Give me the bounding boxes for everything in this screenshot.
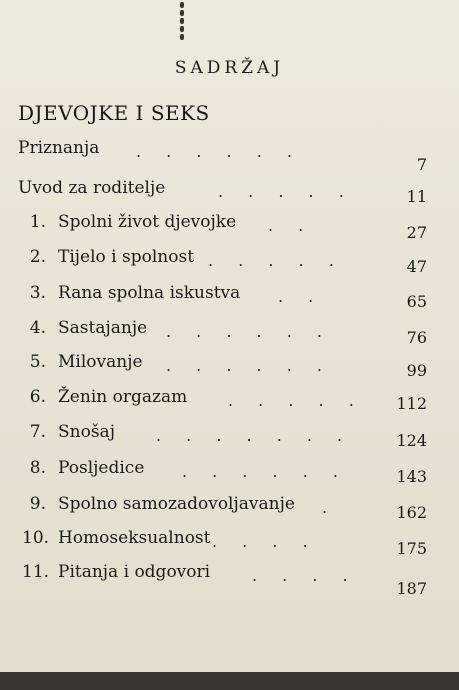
toc-entry (0, 318, 459, 348)
chapter-number: 3. (29, 283, 46, 303)
toc-entry (0, 247, 459, 277)
toc-entry (0, 528, 459, 558)
page-number: 187 (396, 579, 427, 598)
binding-stitches (178, 0, 186, 42)
chapter-title: Pitanja i odgovori (58, 562, 211, 582)
chapter-number: 1. (29, 212, 46, 232)
chapter-title: Homoseksualnost (58, 528, 211, 548)
page-number: 175 (396, 539, 427, 558)
toc-entry (0, 352, 459, 382)
chapter-number: 9. (29, 494, 46, 514)
chapter-title: Posljedice (58, 458, 145, 478)
dot-leader: . . . . . . (136, 142, 302, 161)
toc-entry (0, 138, 459, 168)
page-number: 47 (406, 257, 427, 276)
dot-leader: . . . . . . (166, 322, 332, 341)
page-number: 11 (406, 187, 427, 206)
dot-leader: . . . . . . (182, 462, 348, 481)
chapter-number: 2. (29, 247, 46, 267)
dot-leader: . . (278, 287, 324, 306)
chapter-number: 4. (29, 318, 46, 338)
dot-leader: . . (268, 216, 314, 235)
toc-entry (0, 562, 459, 592)
chapter-title: Spolni život djevojke (58, 212, 237, 232)
chapter-number: 11. (22, 562, 50, 582)
dot-leader: . . . . . (218, 182, 354, 201)
chapter-number: 8. (29, 458, 46, 478)
toc-entry (0, 494, 459, 524)
chapter-title: Snošaj (58, 422, 115, 442)
page-number: 7 (416, 155, 427, 174)
chapter-title: Rana spolna iskustva (58, 283, 241, 303)
dot-leader: . . . . . (228, 391, 364, 410)
dot-leader: . . . . (252, 566, 358, 585)
page-number: 76 (406, 328, 427, 347)
chapter-title: Ženin orgazam (58, 387, 188, 407)
book-title: DJEVOJKE I SEKS (18, 101, 210, 125)
chapter-number: 10. (22, 528, 50, 548)
toc-entry (0, 458, 459, 488)
toc-entry (0, 283, 459, 313)
chapter-title: Sastajanje (58, 318, 148, 338)
page-title: SADRŽAJ (174, 58, 285, 78)
page-number: 124 (396, 431, 427, 450)
dot-leader: . . . . (212, 532, 318, 551)
chapter-number: 6. (29, 387, 46, 407)
chapter-title: Milovanje (58, 352, 143, 372)
chapter-number: 7. (29, 422, 46, 442)
page-number: 112 (396, 394, 427, 413)
chapter-number: 5. (29, 352, 46, 372)
page-number: 65 (406, 292, 427, 311)
toc-entry (0, 178, 459, 208)
page-number: 162 (396, 503, 427, 522)
chapter-title: Tijelo i spolnost (58, 247, 195, 267)
toc-entry (0, 212, 459, 242)
page-number: 99 (406, 361, 427, 380)
page-edge-shadow (0, 672, 459, 690)
chapter-title: Uvod za roditelje (18, 178, 166, 198)
page-number: 143 (396, 467, 427, 486)
dot-leader: . . . . . . . (156, 426, 353, 445)
chapter-title: Spolno samozadovoljavanje (58, 494, 295, 514)
dot-leader: . (322, 498, 338, 517)
toc-entry (0, 422, 459, 452)
toc-entry (0, 387, 459, 417)
dot-leader: . . . . . (208, 251, 344, 270)
page-number: 27 (406, 223, 427, 242)
dot-leader: . . . . . . (166, 356, 332, 375)
chapter-title: Priznanja (18, 138, 100, 158)
